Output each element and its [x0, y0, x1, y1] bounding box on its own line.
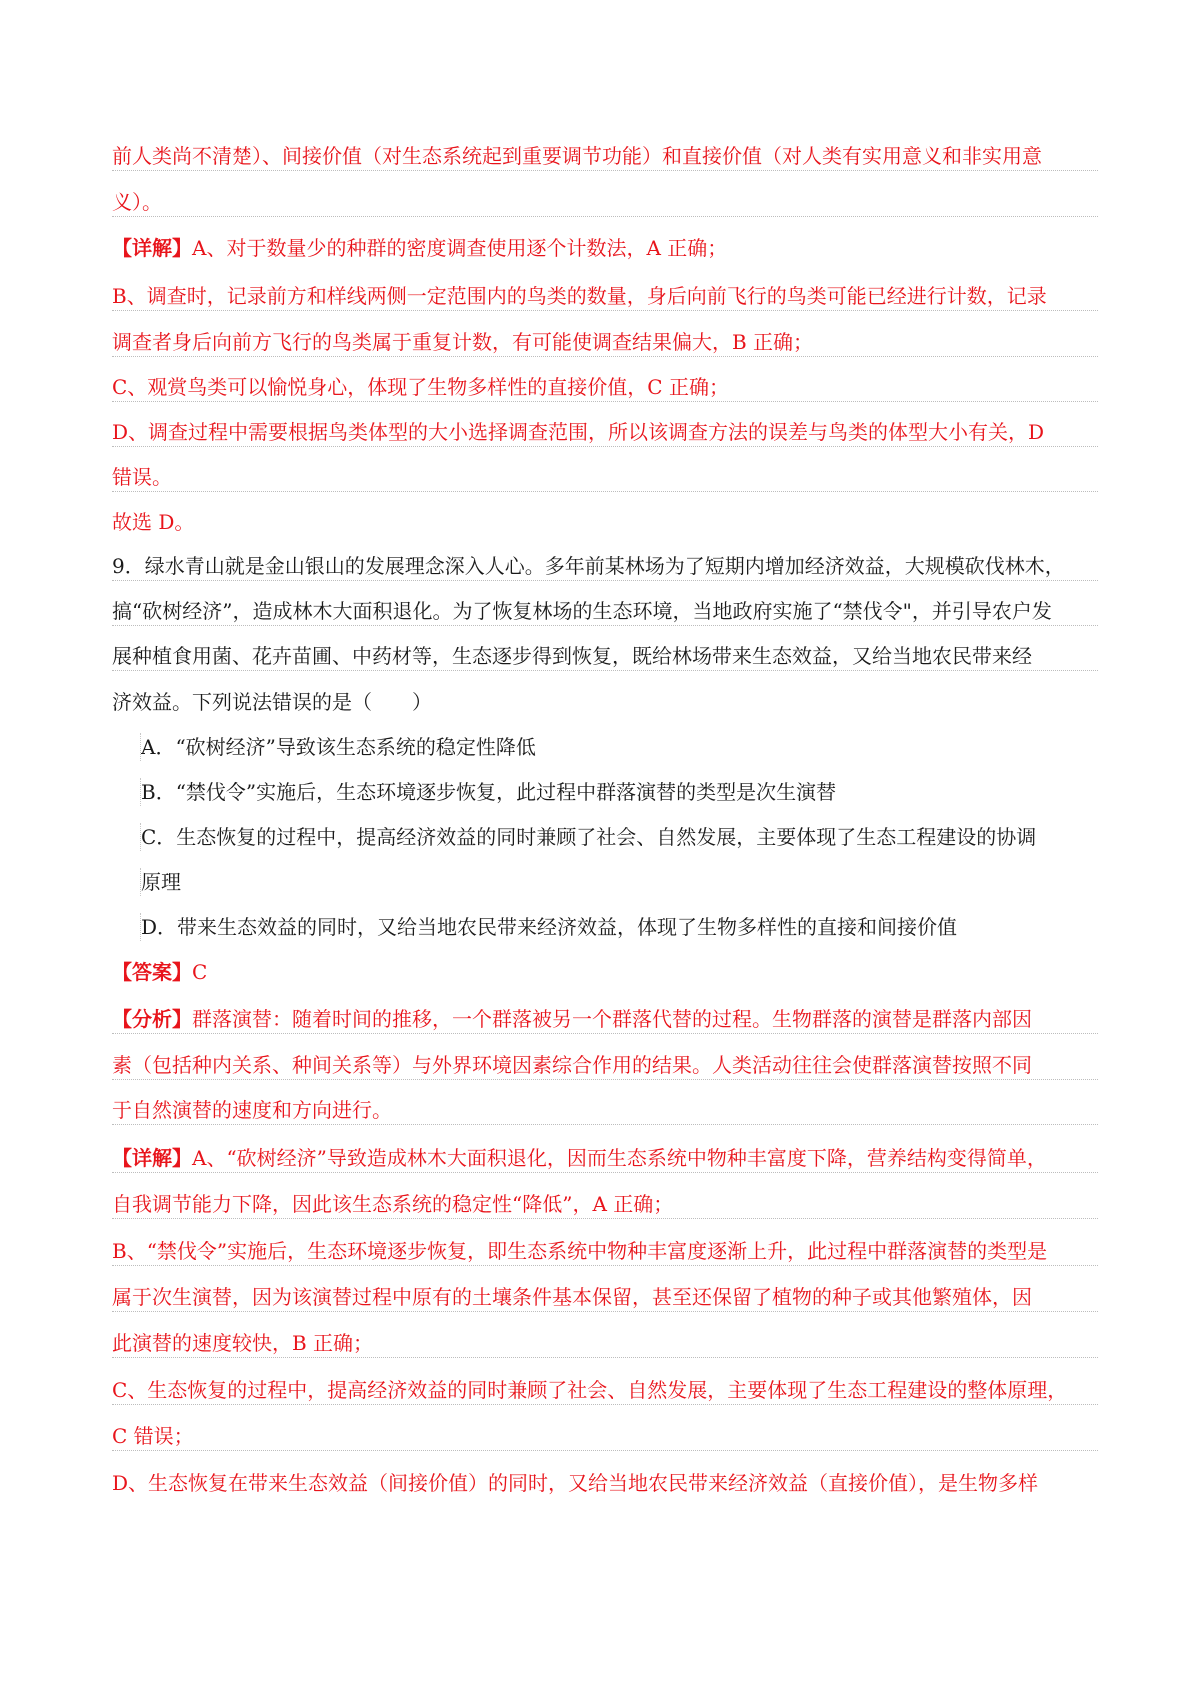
- answer-line: [112, 958, 1098, 986]
- option-d: D．带来生态效益的同时，又给当地农民带来经济效益，体现了生物多样性的直接和间接价值: [140, 913, 1099, 941]
- option-c-cont: 原理: [140, 868, 1099, 896]
- detail-line: 【详解】A、对于数量少的种群的密度调查使用逐个计数法，A 正确；: [112, 236, 728, 260]
- detail-line: 属于次生演替，因为该演替过程中原有的土壤条件基本保留，甚至还保留了植物的种子或其他繁殖体，因: [112, 1283, 1098, 1312]
- choice-line: 故选 D。: [112, 510, 195, 534]
- detail-line: D、生态恢复在带来生态效益（间接价值）的同时，又给当地农民带来经济效益（直接价值），是生物多样: [112, 1471, 1039, 1495]
- explanation-line: 义）。: [112, 188, 1098, 217]
- analysis-line: 【分析】群落演替：随着时间的推移，一个群落被另一个群落代替的过程。生物群落的演替是群落内部因: [112, 1005, 1098, 1034]
- detail-line: B、调查时，记录前方和样线两侧一定范围内的鸟类的数量，身后向前飞行的鸟类可能已经进行计数，记录: [112, 282, 1098, 311]
- question-line: 9．绿水青山就是金山银山的发展理念深入人心。多年前某林场为了短期内增加经济效益，大规模砍伐林木，: [112, 552, 1098, 581]
- answer-tag: 【答案】: [112, 960, 192, 984]
- detail-line: C 错误；: [112, 1422, 1098, 1451]
- detail-line: 【详解】A、“砍树经济”导致造成林木大面积退化，因而生态系统中物种丰富度下降，营养结构变得简单，: [112, 1144, 1098, 1173]
- detail-line: 错误。: [112, 463, 1098, 492]
- analysis-line: 于自然演替的速度和方向进行。: [112, 1096, 1098, 1125]
- detail-line: 此演替的速度较快，B 正确；: [112, 1329, 1098, 1358]
- question-line: 展种植食用菌、花卉苗圃、中药材等，生态逐步得到恢复，既给林场带来生态效益，又给当地农民带来经: [112, 642, 1098, 671]
- analysis-tag: 【分析】: [112, 1007, 192, 1031]
- option-a: A．“砍树经济”导致该生态系统的稳定性降低: [140, 733, 1099, 761]
- detail-line: C、观赏鸟类可以愉悦身心，体现了生物多样性的直接价值，C 正确；: [112, 373, 1098, 402]
- option-b: B．“禁伐令”实施后，生态环境逐步恢复，此过程中群落演替的类型是次生演替: [140, 778, 1099, 806]
- detail-line: D、调查过程中需要根据鸟类体型的大小选择调查范围，所以该调查方法的误差与鸟类的体型大小有关，D: [112, 418, 1098, 447]
- answer-value: C: [192, 960, 208, 984]
- explanation-line: 前人类尚不清楚）、间接价值（对生态系统起到重要调节功能）和直接价值（对人类有实用意义和非实用意: [112, 142, 1098, 171]
- detail-line: 自我调节能力下降，因此该生态系统的稳定性“降低”，A 正确；: [112, 1190, 1098, 1219]
- detail-tag: 【详解】: [112, 236, 192, 260]
- detail-line: C、生态恢复的过程中，提高经济效益的同时兼顾了社会、自然发展，主要体现了生态工程建设的整体原理，: [112, 1376, 1098, 1405]
- detail-line: 调查者身后向前方飞行的鸟类属于重复计数，有可能使调查结果偏大，B 正确；: [112, 328, 1098, 357]
- analysis-line: 素（包括种内关系、种间关系等）与外界环境因素综合作用的结果。人类活动往往会使群落演替按照不同: [112, 1051, 1098, 1080]
- question-line: 济效益。下列说法错误的是（ ）: [112, 690, 432, 714]
- question-line: 搞“砍树经济”，造成林木大面积退化。为了恢复林场的生态环境，当地政府实施了“禁伐令"，并引导农户发: [112, 597, 1098, 626]
- option-c: C．生态恢复的过程中，提高经济效益的同时兼顾了社会、自然发展，主要体现了生态工程建设的协调: [140, 823, 1099, 851]
- detail-line: B、“禁伐令”实施后，生态环境逐步恢复，即生态系统中物种丰富度逐渐上升，此过程中群落演替的类型是: [112, 1237, 1098, 1266]
- detail-tag: 【详解】: [112, 1146, 192, 1170]
